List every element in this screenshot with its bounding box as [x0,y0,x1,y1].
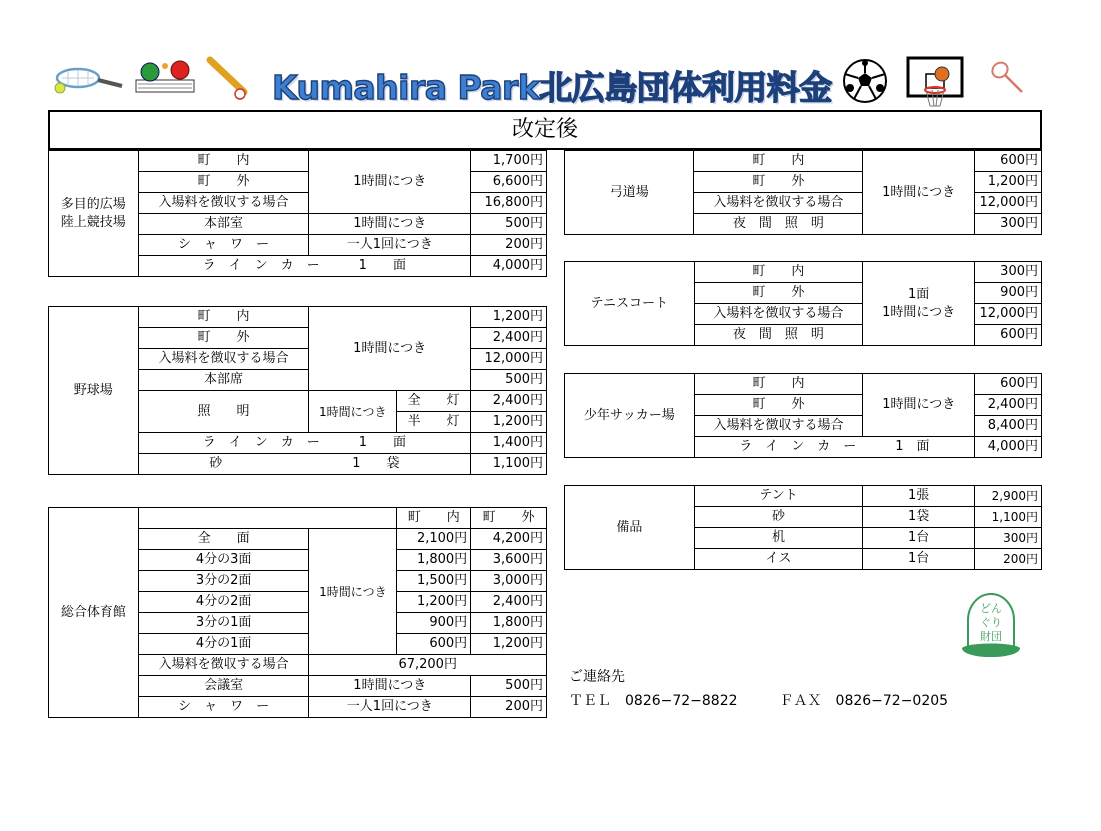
fee-value: 12,000円 [471,349,547,370]
fee-value: 1,200円 [471,412,547,433]
fee-value: 2,100円 [397,529,471,550]
meeting-label: 会議室 [138,676,309,697]
fee-value: 4,000円 [975,437,1042,458]
half-light-label: 半 灯 [397,412,471,433]
fee-value: 16,800円 [471,193,547,214]
unit-label: 1時間につき [309,676,471,697]
fee-value: 200円 [975,549,1042,570]
category-label: 弓道場 [565,151,694,235]
town-in-label: 町 内 [138,151,309,172]
area-label: 全 面 [138,529,309,550]
admission-label: 入場料を徴収する場合 [138,655,309,676]
unit-label: 1台 [863,549,975,570]
fee-value: 500円 [471,676,547,697]
fee-value: 1,500円 [397,571,471,592]
town-out-header: 町 外 [471,508,547,529]
unit-label: 1時間につき [309,151,471,214]
item-label: イス [694,549,863,570]
fee-value: 1,200円 [471,307,547,328]
fee-value: 600円 [397,634,471,655]
fee-value: 1,200円 [975,172,1042,193]
fee-value: 2,400円 [471,328,547,349]
fee-value: 300円 [974,262,1041,283]
fee-value: 8,400円 [975,416,1042,437]
table-row [565,374,1042,395]
shower-label: シ ャ ワ ー [138,697,309,718]
logo-text-2: ぐり [980,616,1002,629]
liner-label: ラ イ ン カ ー 1 面 [138,256,470,277]
fee-value: 6,600円 [471,172,547,193]
basketball-hoop-icon [906,56,964,110]
page-title: Kumahira Park北広島団体利用料金 [272,68,832,107]
area-label: 3分の1面 [138,613,309,634]
unit-label: 1時間につき [309,307,471,391]
unit-label: 1時間につき [882,304,956,320]
tennis-fee-table [564,261,1042,346]
soccer-fee-table [564,373,1042,458]
baseball-fee-table [48,306,547,475]
fee-value: 3,000円 [471,571,547,592]
fee-value: 1,200円 [471,634,547,655]
unit-label: 1時間につき [309,529,397,655]
town-out-label: 町 外 [694,283,863,304]
table-row [565,486,1042,507]
unit-label: 1台 [863,528,975,549]
fee-value: 2,400円 [471,592,547,613]
item-label: 机 [694,528,863,549]
fee-value: 1,200円 [397,592,471,613]
area-label: 4分の1面 [138,634,309,655]
shower-label: シ ャ ワ ー [138,235,309,256]
full-light-label: 全 灯 [397,391,471,412]
town-in-label: 町 内 [694,151,863,172]
fee-value: 2,400円 [975,395,1042,416]
contact-label: ご連絡先 [569,669,625,685]
category-label: 多目的広場 陸上競技場 [49,151,139,277]
town-out-label: 町 外 [694,395,863,416]
fee-value: 500円 [471,370,547,391]
fee-value: 200円 [471,697,547,718]
badminton-racket-icon [990,60,1026,96]
fee-value: 1,800円 [471,613,547,634]
tennis-racket-icon [52,66,124,94]
fee-value: 12,000円 [974,304,1041,325]
town-in-label: 町 内 [694,262,863,283]
fee-value: 1,400円 [471,433,547,454]
unit-label: 1時間につき [309,391,397,433]
fee-value: 500円 [471,214,547,235]
liner-label: ラ イ ン カ ー 1 面 [694,437,974,458]
fee-value: 300円 [975,528,1042,549]
unit-label: 1面 [907,286,930,302]
equipment-fee-table [564,485,1042,570]
category-label: 少年サッカー場 [565,374,695,458]
soccer-ball-icon [842,58,888,104]
town-out-label: 町 外 [138,172,309,193]
town-in-label: 町 内 [694,374,863,395]
fee-value: 1,100円 [975,507,1042,528]
fee-value: 600円 [974,325,1041,346]
fee-value: 300円 [975,214,1042,235]
admission-label: 入場料を徴収する場合 [138,193,309,214]
category-label: テニスコート [565,262,695,346]
field-fee-table [48,150,547,277]
logo-text-1: どん [980,602,1002,615]
unit-label: 一人1回につき [309,235,471,256]
area-label: 4分の2面 [138,592,309,613]
fee-value: 4,000円 [471,256,547,277]
unit-label: 1時間につき [309,214,471,235]
night-light-label: 夜 間 照 明 [694,325,863,346]
area-label: 4分の3面 [138,550,309,571]
category-label: 総合体育館 [49,508,139,718]
fee-value: 600円 [975,151,1042,172]
town-in-header: 町 内 [397,508,471,529]
town-out-label: 町 外 [694,172,863,193]
table-row [565,151,1042,172]
liner-label: ラ イ ン カ ー 1 面 [138,433,470,454]
hq-label: 本部席 [138,370,309,391]
fee-value: 1,700円 [471,151,547,172]
unit-cell [863,262,975,346]
archery-fee-table [564,150,1042,235]
logo-text-3: 財団 [980,630,1002,643]
town-in-label: 町 内 [138,307,309,328]
fee-value: 4,200円 [471,529,547,550]
area-label: 3分の2面 [138,571,309,592]
light-label: 照 明 [138,391,309,433]
table-row [49,151,547,172]
table-tennis-icon [134,60,196,96]
admission-label: 入場料を徴収する場合 [694,193,863,214]
category-label: 備品 [565,486,695,570]
fee-value: 200円 [471,235,547,256]
fee-value: 600円 [975,374,1042,395]
fee-value: 1,800円 [397,550,471,571]
baseball-bat-icon [204,56,252,100]
fee-value: 67,200円 [309,655,547,676]
unit-label: 1張 [863,486,975,507]
item-label: テント [694,486,863,507]
admission-label: 入場料を徴収する場合 [694,304,863,325]
contact-numbers: ＴＥＬ 0826−72−8822 ＦＡＸ 0826−72−0205 [569,693,949,709]
fee-value: 2,900円 [975,486,1042,507]
hq-label: 本部室 [138,214,309,235]
fee-value: 900円 [397,613,471,634]
revised-banner: 改定後 [48,110,1042,150]
table-row [49,307,547,328]
gym-fee-table [48,507,547,718]
fee-value: 2,400円 [471,391,547,412]
unit-label: 1時間につき [863,151,975,235]
unit-label: 1袋 [863,507,975,528]
item-label: 砂 [694,507,863,528]
fee-value: 3,600円 [471,550,547,571]
table-row [565,262,1042,283]
unit-label: 一人1回につき [309,697,471,718]
admission-label: 入場料を徴収する場合 [694,416,863,437]
fee-value: 1,100円 [471,454,547,475]
fee-value: 900円 [974,283,1041,304]
donguri-foundation-logo [958,590,1024,670]
town-out-label: 町 外 [138,328,309,349]
table-row [49,508,547,529]
sand-label: 砂 1 袋 [138,454,470,475]
category-label: 野球場 [49,307,139,475]
unit-label: 1時間につき [863,374,975,437]
fee-value: 12,000円 [975,193,1042,214]
admission-label: 入場料を徴収する場合 [138,349,309,370]
night-light-label: 夜 間 照 明 [694,214,863,235]
